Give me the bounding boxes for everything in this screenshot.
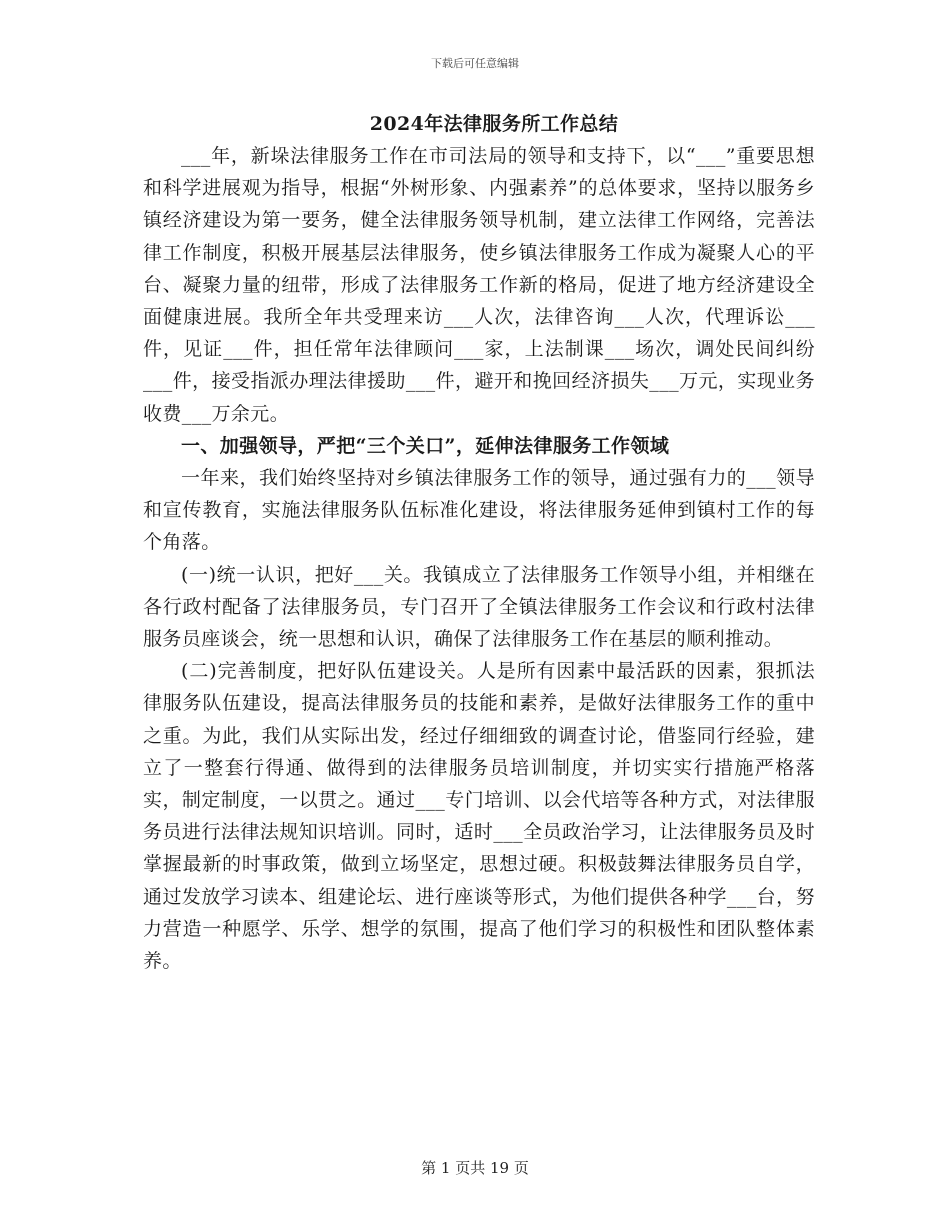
page-footer: 第 1 页共 19 页 (421, 1159, 529, 1177)
document-body (143, 108, 815, 977)
section-heading-1: 一、加强领导，严把“三个关口”，延伸法律服务工作领域 (181, 434, 670, 457)
paragraph-intro: ___年，新垛法律服务工作在市司法局的领导和支持下，以“___”重要思想和科学进展观为指导，根据“外树形象、内强素养”的总体要求，坚持以服务乡镇经济建设为第一要务，健全法律服务领导机制，建立法律工作网络，完善法律工作制度，积极开展基层法律服务，使乡镇法律服务工作成为凝聚人心的平台、凝聚力量的纽带，形成了法律服务工作新的格局，促进了地方经济建设全面健康进展。我所全年共受理来访___人次，法律咨询___人次，代理诉讼___件，见证___件，担任常年法律顾问___家，上法制课___场次，调处民间纠纷___件，接受指派办理法律援助___件，避开和挽回经济损失___万元，实现业务收费___万余元。 (143, 145, 815, 425)
paragraph-subsection-1: (一)统一认识，把好___关。我镇成立了法律服务工作领导小组，并相继在各行政村配备了法律服务员，专门召开了全镇法律服务工作会议和行政村法律服务员座谈会，统一思想和认识，确保了法律服务工作在基层的顺利推动。 (143, 563, 815, 651)
paragraph-section-1: 一年来，我们始终坚持对乡镇法律服务工作的领导，通过强有力的___领导和宣传教育，实施法律服务队伍标准化建设，将法律服务延伸到镇村工作的每个角落。 (143, 467, 815, 554)
paragraph-subsection-2: (二)完善制度，把好队伍建设关。人是所有因素中最活跃的因素，狠抓法律服务队伍建设，提高法律服务员的技能和素养，是做好法律服务工作的重中之重。为此，我们从实际出发，经过仔细细致的调查讨论，借鉴同行经验，建立了一整套行得通、做得到的法律服务员培训制度，并切实实行措施严格落实，制定制度，一以贯之。通过___专门培训、以会代培等各种方式，对法律服务员进行法律法规知识培训。同时，适时___全员政治学习，让法律服务员及时掌握最新的时事政策，做到立场坚定，思想过硬。积极鼓舞法律服务员自学，通过发放学习读本、组建论坛、进行座谈等形式，为他们提供各种学___台，努力营造一种愿学、乐学、想学的氛围，提高了他们学习的积极性和团队整体素养。 (143, 660, 815, 973)
header-note: 下载后可任意编辑 (431, 57, 519, 70)
document-title: 2024年法律服务所工作总结 (369, 113, 619, 135)
